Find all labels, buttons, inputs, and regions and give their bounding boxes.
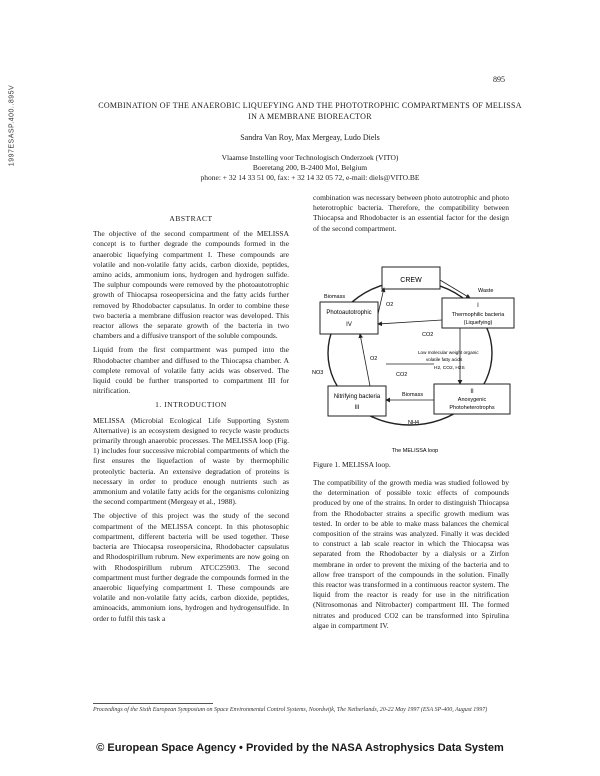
label-nh4: NH4 — [408, 420, 420, 426]
label-o2-top: O2 — [386, 302, 394, 308]
right-paragraph-2: The compatibility of the growth media was studied followed by the determination of possible toxic effects of compounds produced by one of the strains. In order to distinguish Thiocapsa from the Rhodobacter strains a specific growth medium was tested. In order to be able to make mass balances the chemical composition of the strains was analyzed. Finally it was decided to construct a lab scale reactor in which the Thiocapsa was separated from the Rhodobacter by a dialysis or a Zirfon membrane in order to prevent the mixing of the bacteria and to allow free transport of the compounds in the solution. Finally this reactor was transformed in a continuous reactor system. The liquid from the reactor is ready for use in the nitrification (Nitrosomonas and Nitrobacter) compartment III. The formed nitrates and produced CO2 can be transformed into Spirulina algae in compartment IV. — [313, 478, 509, 630]
abstract-paragraph-2: Liquid from the first compartment was pumped into the Rhodobacter chamber and diffused to the Thiocapsa chamber. A complete removal of volatile fatty acids was observed. The liquid could be further transported to compartment III for nitrification. — [93, 345, 289, 396]
footnote: Proceedings of the Sixth European Symposium on Space Environmental Control Systems, Noordwijk, The Netherlands, 20-22 May 1997 (ESA SP-400, August 1997) — [93, 707, 488, 713]
nitrifying-box — [328, 386, 386, 416]
label-no3: NO3 — [312, 370, 324, 376]
melissa-loop-figure — [310, 258, 520, 458]
photoautotrophic-box — [320, 302, 378, 334]
figure-inner-caption: The MELISSA loop — [391, 448, 439, 454]
label-h2-co2-h2s: H2, CO2, H2S — [434, 366, 465, 371]
affiliation-line-3: phone: + 32 14 33 51 00, fax: + 32 14 32 05 72, e-mail: diels@VITO.BE — [200, 173, 420, 182]
thermo-roman: I — [477, 303, 479, 309]
label-co2-right: CO2 — [422, 332, 434, 338]
bibcode-margin-tag — [4, 30, 16, 230]
anoxygenic-label-1: Anoxygenic — [457, 397, 487, 403]
nitrifying-label: Nitrifying bacteria — [333, 394, 381, 400]
footnote-rule — [93, 703, 213, 704]
abstract-paragraph-1: The objective of the second compartment of the MELISSA concept is to further degrade the compounds formed in the anaerobic liquefying compartment I. These compounds are volatile and non-volatile fatty acids, carbon dioxide, peptides, amino acids, ammonium ions, hydrogen and hydrogen sulfide. The sulphur compounds were removed by the photoautotrophic growth of Thiocapsa roseopersicina and the fatty acids further removed by Rhodobacter capsulatus. In order to combine these two bacteria a membrane diffusion reactor was developed. This reactor allows the separate growth of the bacteria in two chambers and a diffusive transport of the soluble compounds. — [93, 229, 289, 341]
right-column-bottom — [313, 478, 509, 635]
bibcode-text: 1997ESASP.400..895V — [8, 84, 16, 167]
ads-banner: © European Space Agency • Provided by the NASA Astrophysics Data System — [96, 742, 504, 754]
intro-paragraph-1: MELISSA (Microbial Ecological Life Supporting System Alternative) is an ecosystem designed to recycle waste products primarily through anaerobic processes. The MELISSA loop (Fig. 1) includes four successive microbial compartments of which the first ensures the liquefaction of waste by thermophilic proteolytic bacteria. An extensive degradation of proteins is necessary in order to produce enough nutrients such as ammonium and volatile fatty acids for the organisms colonizing the second compartment (Mergeay et al., 1988). — [93, 415, 289, 507]
affiliation — [110, 153, 510, 183]
anoxygenic-label-2: Photoheterotrophs — [449, 405, 495, 411]
arrow-o2-to-crew — [378, 288, 384, 314]
label-co2-mid: CO2 — [396, 372, 408, 378]
intro-paragraph-2: The objective of this project was the study of the second compartment of the MELISSA concept. In this photosophic compartment, different bacteria will be used together. These bacteria are Thiocapsa roseopersicina, Rhodobacter capsulatus and Rhodospirillum rubrum. New experiments are now going on with Rhodospirillum rubrum ATCC25903. The second compartment must further degrade the compounds formed in the anaerobic liquefying compartment I. These compounds are volatile and non-volatile fatty acids, carbon dioxide, peptides, aminoacids, ammonium ions, hydrogen and hydrogensulfide. In order to fulfil this task a — [93, 511, 289, 623]
anox-roman: II — [470, 389, 474, 395]
arrow-no3-up — [360, 334, 370, 386]
paper-authors: Sandra Van Roy, Max Mergeay, Ludo Diels — [240, 133, 380, 142]
right-column-top — [313, 193, 509, 238]
label-biomass-bottom: Biomass — [402, 392, 424, 398]
label-o2-left: O2 — [370, 356, 378, 362]
arrow-waste — [440, 280, 470, 298]
label-low-molecular-1: Low molecular weight organic — [418, 350, 479, 355]
label-waste: Waste — [478, 288, 494, 294]
photo-roman: IV — [346, 322, 352, 328]
thermophilic-label-2: (Liquefying) — [463, 320, 493, 326]
label-low-molecular-2: volatile fatty acids — [426, 357, 463, 362]
nitri-roman: III — [354, 405, 360, 411]
left-column — [93, 210, 289, 628]
label-biomass-left: Biomass — [324, 294, 346, 300]
affiliation-line-1: Vlaamse Instelling voor Technologisch Onderzoek (VITO) — [221, 153, 399, 162]
abstract-heading: ABSTRACT — [169, 214, 213, 223]
figure-caption: Figure 1. MELISSA loop. — [313, 460, 391, 469]
crew-label: CREW — [400, 277, 422, 284]
photoautotrophic-label: Photoautotrophic — [326, 310, 372, 316]
right-paragraph-1: combination was necessary between photo autotrophic and photo heterotrophic bacteria. Therefore, the compatibility between Thiocapsa and Rhodobacter is an essential factor for the design of the second compartment. — [313, 193, 509, 233]
page-number: 895 — [493, 75, 505, 84]
affiliation-line-2: Boeretang 200, B-2400 Mol, Belgium — [252, 163, 368, 172]
thermophilic-label-1: Thermophilic bacteria — [451, 312, 505, 318]
introduction-heading: 1. INTRODUCTION — [155, 400, 227, 410]
paper-title: COMBINATION OF THE ANAEROBIC LIQUEFYING AND THE PHOTOTROPHIC COMPARTMENTS OF MELISSA IN A MEMBRANE BIOREACTOR — [98, 101, 522, 121]
arrow-co2-to-photo — [378, 320, 442, 324]
